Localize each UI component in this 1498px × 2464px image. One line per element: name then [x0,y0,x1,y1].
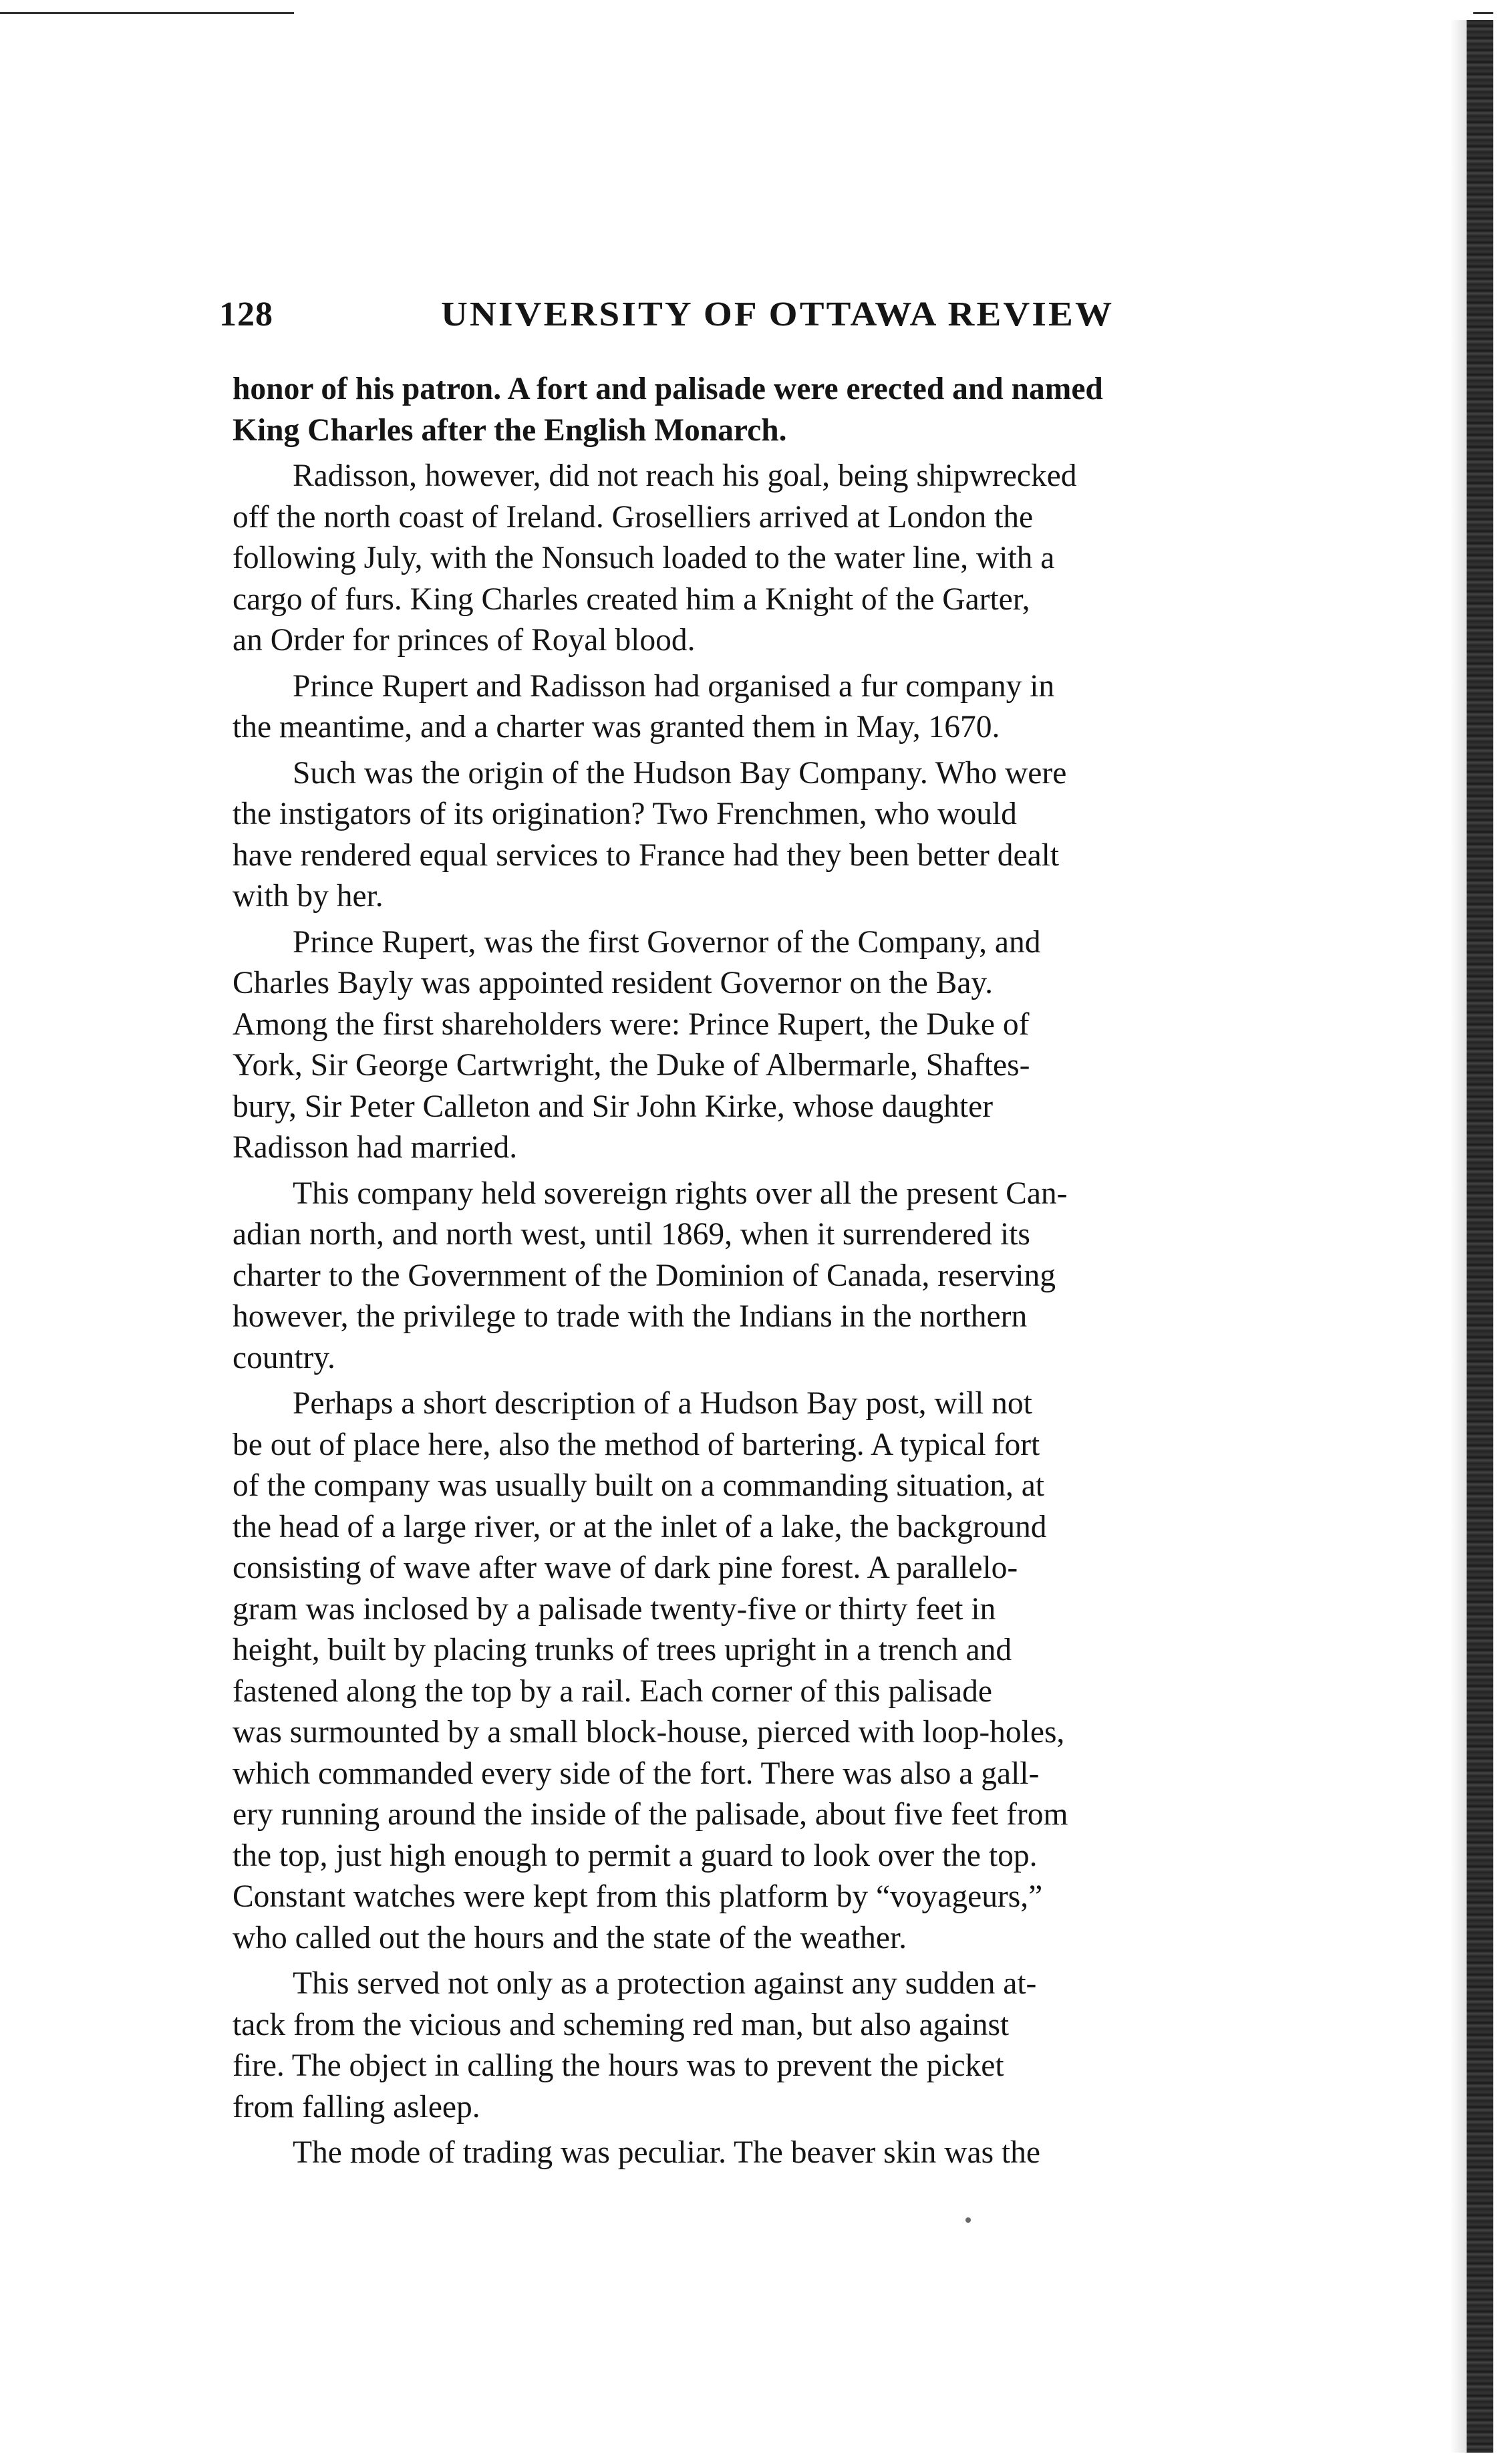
scan-binding-edge [1467,20,1493,2453]
text-line: The mode of trading was peculiar. The beaver skin was the [293,2135,1040,2170]
text-line: Charles Bayly was appointed resident Governor on the Bay. [233,966,993,1000]
text-line: King Charles after the English Monarch. [233,412,787,448]
text-line: off the north coast of Ireland. Groselliers arrived at London the [233,499,1034,535]
text-line: the top, just high enough to permit a guard to look over the top. [233,1838,1038,1873]
text-line: who called out the hours and the state of the weather. [233,1920,907,1955]
text-line: adian north, and north west, until 1869, when it surrendered its [233,1217,1030,1252]
text-line: This served not only as a protection against any sudden at- [293,1966,1037,2001]
text-line: following July, with the Nonsuch loaded to the water line, with a [233,541,1055,575]
text-line: Such was the origin of the Hudson Bay Company. Who were [293,755,1067,791]
text-line: an Order for princes of Royal blood. [233,623,696,658]
text-line: Prince Rupert and Radisson had organised a fur company in [293,668,1055,704]
text-line: ery running around the inside of the palisade, about five feet from [233,1797,1068,1832]
scan-speck [965,2217,971,2223]
top-rule-right [1473,12,1493,14]
text-line: Radisson, however, did not reach his goal, being shipwrecked [293,458,1077,493]
text-line: This company held sovereign rights over all the present Can- [293,1176,1068,1211]
text-line: Among the first shareholders were: Prince Rupert, the Duke of [233,1006,1030,1042]
page-number: 128 [219,295,273,333]
body-text [233,369,1302,2174]
text-line: have rendered equal services to France had they been better dealt [233,837,1060,873]
paragraph [233,922,1302,1169]
text-line: charter to the Government of the Dominion of Canada, reserving [233,1258,1056,1293]
paragraph [233,753,1302,918]
text-line: Perhaps a short description of a Hudson Bay post, will not [293,1386,1032,1421]
paragraph [233,456,1302,662]
text-line: gram was inclosed by a palisade twenty-five or thirty feet in [233,1591,996,1627]
text-line: be out of place here, also the method of bartering. A typical fort [233,1427,1040,1462]
paragraph [233,1963,1302,2128]
text-line: Prince Rupert, was the first Governor of the Company, and [293,924,1041,960]
paragraph [233,666,1302,748]
text-line: which commanded every side of the fort. There was also a gall- [233,1756,1040,1791]
text-line: however, the privilege to trade with the Indians in the northern [233,1299,1028,1334]
paragraph [233,2133,1302,2174]
scan-edge-gradient [1450,20,1467,2453]
text-line: York, Sir George Cartwright, the Duke of Albermarle, Shaftes- [233,1048,1030,1083]
text-line: the meantime, and a charter was granted them in May, 1670. [233,710,1000,744]
text-line: cargo of furs. King Charles created him a Knight of the Garter, [233,581,1030,617]
text-line: was surmounted by a small block-house, pierced with loop-holes, [233,1715,1065,1750]
text-line: fire. The object in calling the hours was to prevent the picket [233,2048,1004,2083]
paragraph [233,369,1302,451]
running-title: UNIVERSITY OF OTTAWA REVIEW [441,295,1114,333]
text-line: consisting of wave after wave of dark pine forest. A parallelo- [233,1550,1018,1585]
paragraph [233,1174,1302,1379]
text-line: the instigators of its origination? Two Frenchmen, who would [233,797,1017,831]
paragraph [233,1383,1302,1959]
text-line: from falling asleep. [233,2089,480,2125]
text-line: of the company was usually built on a commanding situation, at [233,1468,1044,1503]
text-line: Constant watches were kept from this platform by “voyageurs,” [233,1879,1043,1914]
text-line: height, built by placing trunks of trees upright in a trench and [233,1633,1012,1667]
top-rule [0,12,294,14]
text-line: the head of a large river, or at the inlet of a lake, the background [233,1509,1047,1544]
text-line: honor of his patron. A fort and palisade were erected and named [233,372,1103,406]
text-line: fastened along the top by a rail. Each corner of this palisade [233,1673,992,1709]
text-line: with by her. [233,879,384,914]
text-line: bury, Sir Peter Calleton and Sir John Kirke, whose daughter [233,1089,994,1124]
text-line: tack from the vicious and scheming red man, but also against [233,2007,1010,2042]
text-line: country. [233,1340,335,1375]
text-line: Radisson had married. [233,1130,518,1165]
